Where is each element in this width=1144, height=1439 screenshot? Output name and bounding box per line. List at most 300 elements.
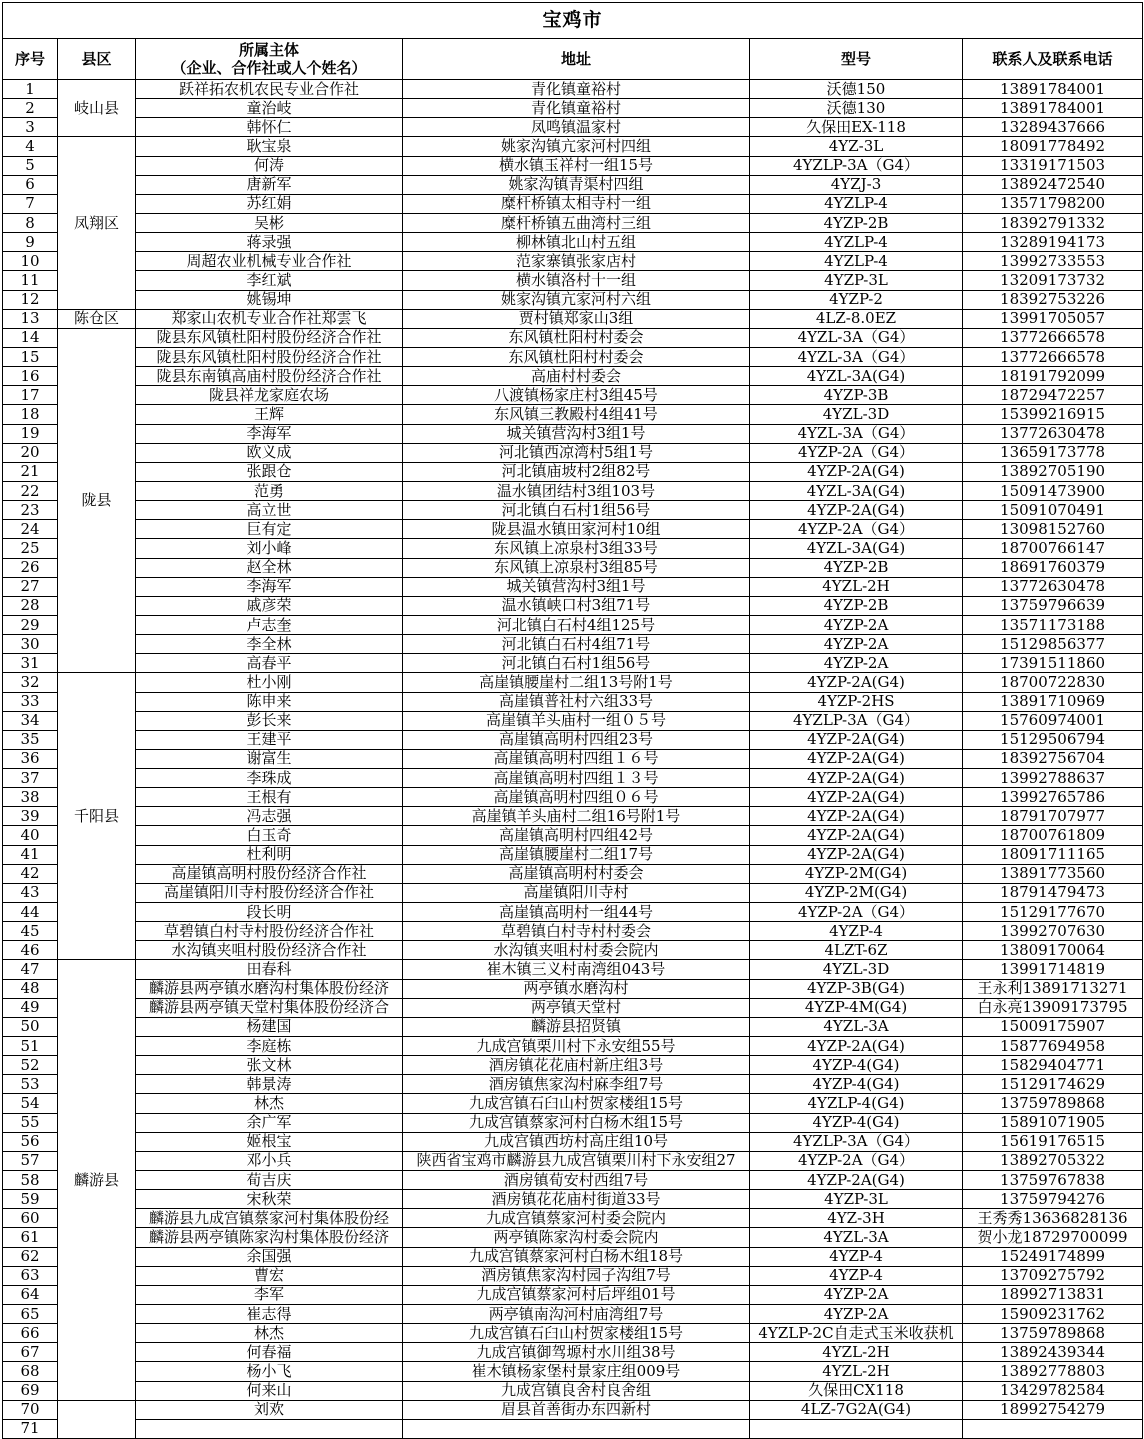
cell-model: 4YZP-4(G4): [750, 1056, 963, 1075]
cell-address: 九成宫镇御驾塬村水川组38号: [403, 1343, 750, 1362]
table-row: [3, 769, 1143, 788]
table-row: [3, 1305, 1143, 1324]
cell-address: 河北镇白石村4组71号: [403, 635, 750, 654]
cell-entity: 崔志得: [136, 1305, 403, 1324]
cell-model: 4YZLP-4: [750, 252, 963, 271]
cell-address: 东风镇上凉泉村3组85号: [403, 558, 750, 577]
cell-entity: 何涛: [136, 156, 403, 175]
cell-model: 4YZP-2A(G4): [750, 730, 963, 749]
table-row: [3, 99, 1143, 118]
cell-model: 4YZL-3A(G4): [750, 367, 963, 386]
header-model: 型号: [750, 39, 963, 80]
cell-model: 4YZP-2A(G4): [750, 1171, 963, 1190]
cell-contact: 贺小龙18729700099: [963, 1228, 1143, 1247]
table-row: [3, 175, 1143, 194]
cell-entity: 范勇: [136, 481, 403, 500]
cell-contact: 13891773560: [963, 864, 1143, 883]
table-row: [3, 137, 1143, 156]
cell-entity: 苏红娟: [136, 194, 403, 213]
cell-no: 52: [3, 1056, 58, 1075]
cell-address: 高崖镇羊头庙村一组０５号: [403, 711, 750, 730]
cell-contact: 13659173778: [963, 443, 1143, 462]
header-contact: 联系人及联系电话: [963, 39, 1143, 80]
cell-address: 两亭镇南沟河村庙湾组7号: [403, 1305, 750, 1324]
table-row: [3, 654, 1143, 673]
cell-contact: 13772630478: [963, 577, 1143, 596]
cell-address: 高崖镇羊头庙村二组16号附1号: [403, 807, 750, 826]
cell-contact: 15249174899: [963, 1247, 1143, 1266]
cell-no: 14: [3, 328, 58, 347]
cell-no: 38: [3, 788, 58, 807]
cell-model: 4YZLP-4: [750, 194, 963, 213]
cell-contact: [963, 1419, 1143, 1438]
cell-entity: 麟游县两亭镇陈家沟村集体股份经济: [136, 1228, 403, 1247]
cell-address: 高崖镇高明村一组44号: [403, 903, 750, 922]
cell-no: 17: [3, 386, 58, 405]
table-row: [3, 883, 1143, 902]
table-row: [3, 922, 1143, 941]
cell-entity: 高崖镇阳川寺村股份经济合作社: [136, 883, 403, 902]
cell-contact: 13991705057: [963, 309, 1143, 328]
cell-address: 凤鸣镇温家村: [403, 118, 750, 137]
cell-address: 九成宫镇栗川村下永安组55号: [403, 1037, 750, 1056]
table-row: [3, 481, 1143, 500]
table-row: [3, 903, 1143, 922]
cell-county: 陈仓区: [58, 309, 136, 328]
cell-contact: 17391511860: [963, 654, 1143, 673]
table-row: [3, 290, 1143, 309]
cell-address: 九成宫镇石臼山村贺家楼组15号: [403, 1324, 750, 1343]
table-row: [3, 233, 1143, 252]
cell-no: 9: [3, 233, 58, 252]
cell-contact: 13892705190: [963, 462, 1143, 481]
cell-contact: 13892472540: [963, 175, 1143, 194]
cell-address: 高庙村村委会: [403, 367, 750, 386]
cell-model: 4YZP-4M(G4): [750, 998, 963, 1017]
cell-contact: 18691760379: [963, 558, 1143, 577]
cell-no: 21: [3, 462, 58, 481]
cell-county: 陇县: [58, 328, 136, 673]
cell-address: 温水镇峡口村3组71号: [403, 596, 750, 615]
table-row: [3, 845, 1143, 864]
cell-entity: 李庭栋: [136, 1037, 403, 1056]
cell-entity: 韩怀仁: [136, 118, 403, 137]
cell-model: 久保田EX-118: [750, 118, 963, 137]
cell-contact: 王秀秀13636828136: [963, 1209, 1143, 1228]
table-row: [3, 328, 1143, 347]
cell-no: 34: [3, 711, 58, 730]
cell-entity: 邓小兵: [136, 1151, 403, 1170]
cell-no: 54: [3, 1094, 58, 1113]
cell-no: 27: [3, 577, 58, 596]
cell-address: 横水镇洛村十一组: [403, 271, 750, 290]
cell-entity: 曹宏: [136, 1266, 403, 1285]
table-row: [3, 1094, 1143, 1113]
cell-address: 酒房镇焦家沟村麻李组7号: [403, 1075, 750, 1094]
cell-model: 4YZL-3A: [750, 1017, 963, 1036]
cell-model: 4LZ-7G2A(G4): [750, 1400, 963, 1419]
cell-model: 4YZP-2A（G4）: [750, 520, 963, 539]
table-row: [3, 1132, 1143, 1151]
cell-address: 水沟镇夹咀村村委会院内: [403, 941, 750, 960]
table-row: [3, 213, 1143, 232]
cell-contact: 15091070491: [963, 501, 1143, 520]
cell-address: 姚家沟镇亢家河村四组: [403, 137, 750, 156]
cell-entity: 陇县东风镇杜阳村股份经济合作社: [136, 347, 403, 366]
cell-no: 5: [3, 156, 58, 175]
table-row: [3, 501, 1143, 520]
cell-model: 4YZP-2B: [750, 213, 963, 232]
cell-entity: 冯志强: [136, 807, 403, 826]
cell-entity: 陈申来: [136, 692, 403, 711]
table-row: [3, 1171, 1143, 1190]
table-row: [3, 1247, 1143, 1266]
cell-entity: 陇县东风镇杜阳村股份经济合作社: [136, 328, 403, 347]
cell-address: 草碧镇白村寺村村委会: [403, 922, 750, 941]
cell-entity: 跃祥拓农机农民专业合作社: [136, 80, 403, 99]
cell-contact: 13289194173: [963, 233, 1143, 252]
cell-model: 4YZP-2A(G4): [750, 501, 963, 520]
cell-contact: 13759794276: [963, 1190, 1143, 1209]
cell-entity: 李全林: [136, 635, 403, 654]
cell-entity: 白玉奇: [136, 826, 403, 845]
cell-entity: 卢志奎: [136, 615, 403, 634]
cell-entity: 麟游县两亭镇水磨沟村集体股份经济: [136, 979, 403, 998]
cell-contact: 13098152760: [963, 520, 1143, 539]
cell-model: 4YZP-2A: [750, 654, 963, 673]
table-row: [3, 711, 1143, 730]
cell-contact: 18729472257: [963, 386, 1143, 405]
table-row: [3, 80, 1143, 99]
cell-no: 36: [3, 749, 58, 768]
cell-no: 6: [3, 175, 58, 194]
cell-contact: 13759789868: [963, 1324, 1143, 1343]
cell-no: 25: [3, 539, 58, 558]
cell-address: 九成宫镇蔡家河村后坪组01号: [403, 1285, 750, 1304]
table-row: [3, 386, 1143, 405]
cell-model: 4YZP-3B: [750, 386, 963, 405]
table-row: [3, 405, 1143, 424]
cell-address: 两亭镇陈家沟村委会院内: [403, 1228, 750, 1247]
cell-entity: 唐新军: [136, 175, 403, 194]
cell-entity: 欧义成: [136, 443, 403, 462]
cell-no: 51: [3, 1037, 58, 1056]
cell-entity: 余国强: [136, 1247, 403, 1266]
cell-address: 城关镇营沟村3组1号: [403, 577, 750, 596]
cell-county: 岐山县: [58, 80, 136, 137]
cell-contact: 13892778803: [963, 1362, 1143, 1381]
cell-no: 19: [3, 424, 58, 443]
cell-address: 酒房镇花花庙村新庄组3号: [403, 1056, 750, 1075]
cell-address: 城关镇营沟村3组1号: [403, 424, 750, 443]
table-row: [3, 118, 1143, 137]
cell-address: 河北镇白石村4组125号: [403, 615, 750, 634]
cell-no: 12: [3, 290, 58, 309]
cell-model: 4YZ-3H: [750, 1209, 963, 1228]
cell-no: 37: [3, 769, 58, 788]
cell-no: 33: [3, 692, 58, 711]
cell-model: 4YZLP-4(G4): [750, 1094, 963, 1113]
cell-no: 10: [3, 252, 58, 271]
cell-entity: 郑家山农机专业合作社郑雲飞: [136, 309, 403, 328]
cell-entity: 李珠成: [136, 769, 403, 788]
table-row: [3, 826, 1143, 845]
cell-no: 68: [3, 1362, 58, 1381]
cell-entity: 高春平: [136, 654, 403, 673]
cell-model: 4YZP-2A(G4): [750, 826, 963, 845]
cell-no: 20: [3, 443, 58, 462]
cell-address: 九成宫镇蔡家河村白杨木组18号: [403, 1247, 750, 1266]
cell-contact: 13759796639: [963, 596, 1143, 615]
cell-address: 贾村镇郑家山3组: [403, 309, 750, 328]
cell-model: 4YZL-3A（G4）: [750, 424, 963, 443]
cell-model: 4YZP-3L: [750, 271, 963, 290]
cell-address: 眉县首善街办东四新村: [403, 1400, 750, 1419]
cell-contact: 13991714819: [963, 960, 1143, 979]
cell-contact: 18091778492: [963, 137, 1143, 156]
cell-model: 4YZP-2B: [750, 558, 963, 577]
cell-contact: 13571173188: [963, 615, 1143, 634]
cell-model: 4YZP-2A: [750, 615, 963, 634]
cell-contact: 13891710969: [963, 692, 1143, 711]
cell-model: 4YZL-3D: [750, 960, 963, 979]
cell-contact: 13319171503: [963, 156, 1143, 175]
cell-county: 凤翔区: [58, 137, 136, 309]
cell-no: 11: [3, 271, 58, 290]
table-row: [3, 1037, 1143, 1056]
cell-contact: 白永亮13909173795: [963, 998, 1143, 1017]
cell-no: 41: [3, 845, 58, 864]
cell-model: 4YZL-2H: [750, 1362, 963, 1381]
header-county: 县区: [58, 39, 136, 80]
cell-no: 50: [3, 1017, 58, 1036]
cell-address: 高崖镇阳川寺村: [403, 883, 750, 902]
table-row: [3, 1343, 1143, 1362]
cell-entity: 王辉: [136, 405, 403, 424]
cell-entity: 韩景涛: [136, 1075, 403, 1094]
cell-address: 高崖镇高明村四组１３号: [403, 769, 750, 788]
table-row: [3, 960, 1143, 979]
table-row: [3, 558, 1143, 577]
cell-no: 24: [3, 520, 58, 539]
cell-model: 4YZP-2A: [750, 1285, 963, 1304]
table-row: [3, 788, 1143, 807]
cell-entity: 刘小峰: [136, 539, 403, 558]
cell-entity: 林杰: [136, 1094, 403, 1113]
cell-address: 姚家沟镇亢家河村六组: [403, 290, 750, 309]
cell-no: 63: [3, 1266, 58, 1285]
header-address: 地址: [403, 39, 750, 80]
table-row: [3, 1419, 1143, 1438]
cell-model: 4YZ-3L: [750, 137, 963, 156]
table-row: [3, 1075, 1143, 1094]
cell-entity: 李海军: [136, 577, 403, 596]
cell-model: 4YZP-4: [750, 922, 963, 941]
cell-entity: 陇县东南镇高庙村股份经济合作社: [136, 367, 403, 386]
cell-model: 沃德130: [750, 99, 963, 118]
cell-entity: 周超农业机械专业合作社: [136, 252, 403, 271]
data-table: [2, 2, 1143, 1439]
table-row: [3, 1400, 1143, 1419]
cell-model: 4YZP-2A: [750, 635, 963, 654]
cell-contact: 13809170064: [963, 941, 1143, 960]
cell-entity: 田春科: [136, 960, 403, 979]
cell-address: 糜杆桥镇五曲湾村三组: [403, 213, 750, 232]
cell-contact: 18791479473: [963, 883, 1143, 902]
table-row: [3, 749, 1143, 768]
cell-no: 47: [3, 960, 58, 979]
table-row: [3, 596, 1143, 615]
cell-no: 32: [3, 673, 58, 692]
table-row: [3, 1113, 1143, 1132]
cell-no: 3: [3, 118, 58, 137]
table-row: [3, 807, 1143, 826]
cell-contact: 15909231762: [963, 1305, 1143, 1324]
cell-entity: 姬根宝: [136, 1132, 403, 1151]
table-row: [3, 635, 1143, 654]
cell-contact: 13992733553: [963, 252, 1143, 271]
cell-contact: 15399216915: [963, 405, 1143, 424]
cell-contact: 13429782584: [963, 1381, 1143, 1400]
cell-model: 沃德150: [750, 80, 963, 99]
table-row: [3, 615, 1143, 634]
cell-no: 64: [3, 1285, 58, 1304]
cell-model: 4LZT-6Z: [750, 941, 963, 960]
cell-no: 57: [3, 1151, 58, 1170]
cell-no: 59: [3, 1190, 58, 1209]
table-row: [3, 194, 1143, 213]
cell-entity: 戚彦荣: [136, 596, 403, 615]
cell-entity: 王根有: [136, 788, 403, 807]
cell-model: 4YZL-3A(G4): [750, 539, 963, 558]
cell-address: 东风镇上凉泉村3组33号: [403, 539, 750, 558]
cell-address: 陇县温水镇田家河村10组: [403, 520, 750, 539]
cell-entity: 张文林: [136, 1056, 403, 1075]
cell-no: 46: [3, 941, 58, 960]
cell-no: 58: [3, 1171, 58, 1190]
cell-entity: 杨小飞: [136, 1362, 403, 1381]
cell-no: 30: [3, 635, 58, 654]
cell-model: 4YZP-4: [750, 1247, 963, 1266]
cell-contact: 18392753226: [963, 290, 1143, 309]
cell-model: 4YZP-3L: [750, 1190, 963, 1209]
table-row: [3, 520, 1143, 539]
cell-no: 1: [3, 80, 58, 99]
cell-no: 16: [3, 367, 58, 386]
cell-address: 两亭镇水磨沟村: [403, 979, 750, 998]
cell-address: 崔木镇杨家堡村景家庄组009号: [403, 1362, 750, 1381]
cell-address: 八渡镇杨家庄村3组45号: [403, 386, 750, 405]
cell-contact: 13892705322: [963, 1151, 1143, 1170]
table-row: [3, 1209, 1143, 1228]
cell-address: 高崖镇高明村四组23号: [403, 730, 750, 749]
cell-contact: 18091711165: [963, 845, 1143, 864]
cell-model: 4YZP-2A(G4): [750, 749, 963, 768]
cell-contact: 13772630478: [963, 424, 1143, 443]
cell-no: 45: [3, 922, 58, 941]
cell-contact: 18700766147: [963, 539, 1143, 558]
cell-address: 麟游县招贤镇: [403, 1017, 750, 1036]
cell-entity: 段长明: [136, 903, 403, 922]
cell-no: 60: [3, 1209, 58, 1228]
cell-model: 4YZL-3A: [750, 1228, 963, 1247]
header-entity-title: 所属主体: [238, 41, 299, 59]
table-row: [3, 347, 1143, 366]
cell-no: 44: [3, 903, 58, 922]
header-entity: [136, 39, 403, 80]
cell-model: 4YZJ-3: [750, 175, 963, 194]
cell-model: 4YZP-2A(G4): [750, 807, 963, 826]
cell-contact: 15877694958: [963, 1037, 1143, 1056]
cell-entity: 水沟镇夹咀村股份经济合作社: [136, 941, 403, 960]
cell-address: 高崖镇腰崖村二组17号: [403, 845, 750, 864]
table-row: [3, 1017, 1143, 1036]
table-row: [3, 730, 1143, 749]
cell-model: 4LZ-8.0EZ: [750, 309, 963, 328]
cell-entity: 耿宝泉: [136, 137, 403, 156]
cell-entity: 李军: [136, 1285, 403, 1304]
cell-no: 55: [3, 1113, 58, 1132]
cell-contact: 18392756704: [963, 749, 1143, 768]
cell-no: 39: [3, 807, 58, 826]
cell-address: 崔木镇三义村南湾组043号: [403, 960, 750, 979]
cell-contact: 13992765786: [963, 788, 1143, 807]
cell-address: 糜杆桥镇太相寺村一组: [403, 194, 750, 213]
cell-address: 高崖镇高明村四组１６号: [403, 749, 750, 768]
cell-model: 4YZP-4(G4): [750, 1113, 963, 1132]
cell-entity: 谢富生: [136, 749, 403, 768]
cell-address: 九成宫镇蔡家河村白杨木组15号: [403, 1113, 750, 1132]
table-row: [3, 1151, 1143, 1170]
cell-entity: 高立世: [136, 501, 403, 520]
cell-entity: 王建平: [136, 730, 403, 749]
table-row: [3, 443, 1143, 462]
cell-model: 4YZP-2: [750, 290, 963, 309]
cell-no: 8: [3, 213, 58, 232]
cell-contact: 13772666578: [963, 347, 1143, 366]
cell-no: 67: [3, 1343, 58, 1362]
cell-contact: 13709275792: [963, 1266, 1143, 1285]
cell-contact: 13289437666: [963, 118, 1143, 137]
cell-entity: 林杰: [136, 1324, 403, 1343]
cell-contact: 18992713831: [963, 1285, 1143, 1304]
cell-address: 河北镇西凉湾村5组1号: [403, 443, 750, 462]
cell-address: 酒房镇花花庙村街道33号: [403, 1190, 750, 1209]
cell-address: 东风镇杜阳村村委会: [403, 347, 750, 366]
cell-contact: 15829404771: [963, 1056, 1143, 1075]
cell-model: 4YZLP-3A（G4）: [750, 156, 963, 175]
cell-entity: [136, 1419, 403, 1438]
table-row: [3, 1324, 1143, 1343]
cell-contact: 15091473900: [963, 481, 1143, 500]
cell-address: 高崖镇高明村村委会: [403, 864, 750, 883]
cell-contact: 18791707977: [963, 807, 1143, 826]
cell-model: 4YZP-2HS: [750, 692, 963, 711]
cell-address: 柳林镇北山村五组: [403, 233, 750, 252]
cell-model: 4YZP-2A（G4）: [750, 443, 963, 462]
cell-entity: 杨建国: [136, 1017, 403, 1036]
cell-entity: 彭长来: [136, 711, 403, 730]
cell-contact: 15760974001: [963, 711, 1143, 730]
table-row: [3, 979, 1143, 998]
table-row: [3, 1190, 1143, 1209]
cell-address: 高崖镇高明村四组42号: [403, 826, 750, 845]
cell-no: 18: [3, 405, 58, 424]
cell-no: 62: [3, 1247, 58, 1266]
cell-no: 42: [3, 864, 58, 883]
header-row: [3, 39, 1143, 80]
cell-no: 43: [3, 883, 58, 902]
